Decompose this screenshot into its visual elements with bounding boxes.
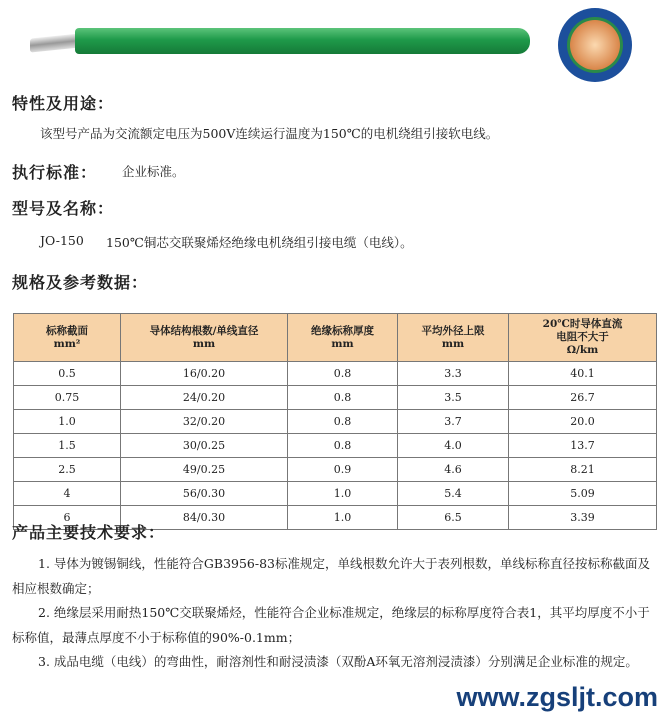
watermark: www.zgsljt.com <box>456 682 658 712</box>
model-name: 150℃铜芯交联聚烯烃绝缘电机绕组引接电缆（电线）。 <box>106 235 413 250</box>
table-cell: 4 <box>14 482 121 506</box>
header-line: 标称截面 <box>46 324 88 337</box>
cable-cross-section-icon <box>558 8 632 82</box>
table-cell: 56/0.30 <box>121 482 288 506</box>
column-header <box>398 314 509 362</box>
table-cell: 3.7 <box>398 410 509 434</box>
header-line: mm² <box>53 337 81 350</box>
table-cell: 4.0 <box>398 434 509 458</box>
table-cell: 40.1 <box>509 362 657 386</box>
table-cell: 3.5 <box>398 386 509 410</box>
requirements-list <box>12 552 657 675</box>
table-cell: 5.4 <box>398 482 509 506</box>
header-line: 导体结构根数/单线直径 <box>149 324 259 337</box>
table-row <box>14 386 657 410</box>
header-line: Ω/km <box>566 344 599 356</box>
cable-image <box>30 28 530 56</box>
table-cell: 24/0.20 <box>121 386 288 410</box>
usage-heading: 特性及用途： <box>12 94 115 113</box>
table-cell: 1.0 <box>288 506 398 530</box>
header-line: mm <box>441 337 465 350</box>
table-cell: 30/0.25 <box>121 434 288 458</box>
standard-heading: 执行标准： <box>12 163 98 182</box>
table-cell: 3.39 <box>509 506 657 530</box>
spec-heading: 规格及参考数据： <box>12 273 149 292</box>
table-row <box>14 458 657 482</box>
header-line: mm <box>331 337 354 350</box>
requirement-item: 1. 导体为镀锡铜线，性能符合GB3956-83标准规定，单线根数允许大于表列根数，单线标称直径按标称截面及相应根数确定； <box>12 556 651 596</box>
table-cell: 1.0 <box>288 482 398 506</box>
table-cell: 0.8 <box>288 410 398 434</box>
header-line: 平均外径上限 <box>421 324 485 337</box>
table-cell: 0.75 <box>14 386 121 410</box>
table-cell: 13.7 <box>509 434 657 458</box>
table-cell: 49/0.25 <box>121 458 288 482</box>
standard-text: 企业标准。 <box>122 164 185 179</box>
table-cell: 1.0 <box>14 410 121 434</box>
column-header <box>509 314 657 362</box>
table-cell: 0.9 <box>288 458 398 482</box>
header-line: mm <box>192 337 216 350</box>
column-header <box>121 314 288 362</box>
table-cell: 16/0.20 <box>121 362 288 386</box>
spec-table <box>13 313 657 530</box>
model-code: JO-150 <box>40 233 84 248</box>
requirements-heading: 产品主要技术要求： <box>12 523 166 542</box>
table-cell: 6 <box>14 506 121 530</box>
table-row <box>14 362 657 386</box>
header-line: 电阻不大于 <box>556 331 609 343</box>
table-cell: 32/0.20 <box>121 410 288 434</box>
requirement-item: 3. 成品电缆（电线）的弯曲性，耐溶剂性和耐浸渍漆（双酚A环氧无溶剂浸渍漆）分别满足企业标准的规定。 <box>38 654 638 669</box>
table-cell: 2.5 <box>14 458 121 482</box>
table-cell: 26.7 <box>509 386 657 410</box>
table-row <box>14 482 657 506</box>
header-line: 绝缘标称厚度 <box>311 324 374 337</box>
header-line: 20℃时导体直流 <box>542 318 623 330</box>
table-cell: 0.8 <box>288 434 398 458</box>
table-cell: 84/0.30 <box>121 506 288 530</box>
model-heading: 型号及名称： <box>12 199 115 218</box>
column-header <box>288 314 398 362</box>
table-cell: 1.5 <box>14 434 121 458</box>
table-cell: 0.8 <box>288 362 398 386</box>
table-cell: 8.21 <box>509 458 657 482</box>
table-row <box>14 410 657 434</box>
table-cell: 5.09 <box>509 482 657 506</box>
table-row <box>14 434 657 458</box>
table-cell: 4.6 <box>398 458 509 482</box>
table-cell: 6.5 <box>398 506 509 530</box>
requirement-item: 2. 绝缘层采用耐热150℃交联聚烯烃，性能符合企业标准规定，绝缘层的标称厚度符合表1，其平均厚度不小于标称值，最薄点厚度不小于标称值的90%-0.1mm； <box>12 605 650 645</box>
column-header <box>14 314 121 362</box>
table-cell: 0.8 <box>288 386 398 410</box>
usage-text: 该型号产品为交流额定电压为500V连续运行温度为150℃的电机绕组引接软电线。 <box>40 126 499 141</box>
table-cell: 0.5 <box>14 362 121 386</box>
table-cell: 20.0 <box>509 410 657 434</box>
table-cell: 3.3 <box>398 362 509 386</box>
